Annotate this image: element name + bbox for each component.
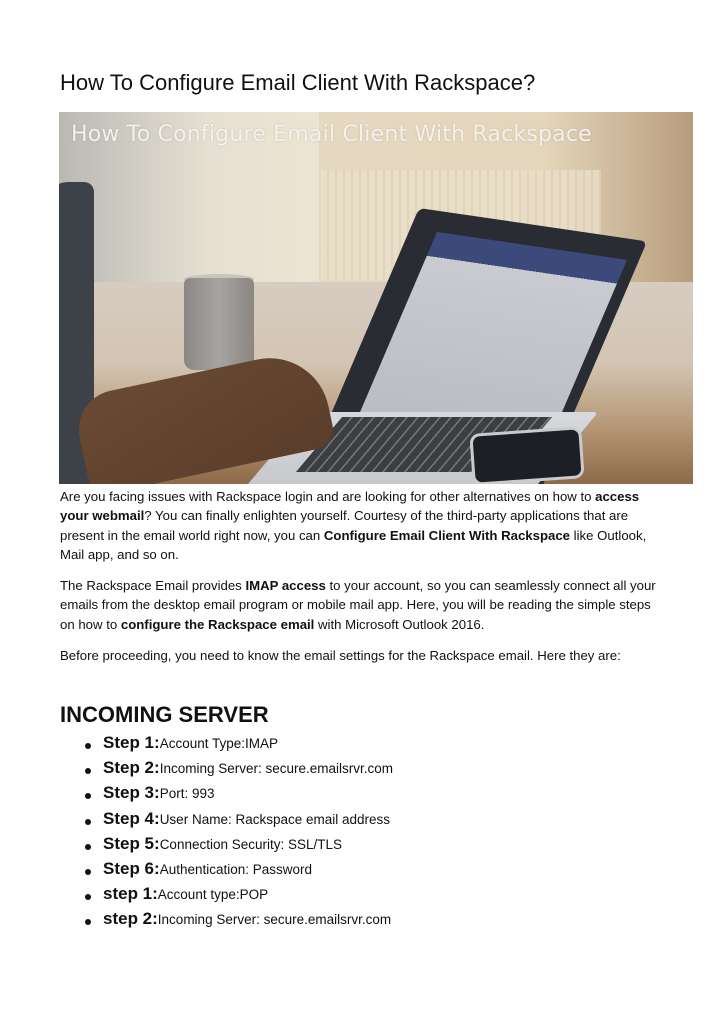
bullet-icon xyxy=(85,768,91,774)
intro-paragraph-3 xyxy=(60,646,660,665)
bullet-icon xyxy=(85,743,91,749)
bullet-icon xyxy=(85,919,91,925)
step-value: User Name: Rackspace email address xyxy=(159,811,391,827)
bullet-icon xyxy=(85,894,91,900)
smartphone xyxy=(469,426,584,484)
article-body xyxy=(60,487,660,677)
emphasis-configure-rackspace-email: configure the Rackspace email xyxy=(120,616,315,632)
step-item xyxy=(60,859,393,884)
step-value: Account type:POP xyxy=(157,887,269,903)
section-heading-incoming-server: INCOMING SERVER xyxy=(60,702,269,727)
step-item xyxy=(60,758,393,783)
text: ? You can finally enlighten yourself. Courtesy of the third-party applications that are present in the email world right now, you can xyxy=(60,508,629,543)
step-label: Step 4: xyxy=(103,808,160,828)
step-value: Connection Security: SSL/TLS xyxy=(159,836,343,852)
hero-overlay-title: How To Configure Email Client With Rackspace xyxy=(71,122,592,147)
hero-image xyxy=(59,112,693,484)
step-value: Port: 993 xyxy=(159,786,215,802)
bullet-icon xyxy=(85,793,91,799)
step-label: Step 1: xyxy=(103,733,160,752)
bullet-icon xyxy=(85,844,91,850)
step-item xyxy=(60,909,393,934)
text: with Microsoft Outlook 2016. xyxy=(314,616,485,632)
coffee-mug xyxy=(184,278,254,370)
step-item xyxy=(60,809,393,834)
page-title: How To Configure Email Client With Rackspace? xyxy=(60,70,536,95)
emphasis-configure-email-client: Configure Email Client With Rackspace xyxy=(323,527,571,543)
step-label: Step 2: xyxy=(103,758,160,778)
step-value: Incoming Server: secure.emailsrvr.com xyxy=(159,761,394,777)
step-value: Account Type:IMAP xyxy=(159,736,278,751)
text: The Rackspace Email provides xyxy=(60,578,246,594)
step-item xyxy=(60,733,393,758)
step-label: Step 6: xyxy=(103,858,160,878)
intro-paragraph-1 xyxy=(60,487,660,564)
step-value: Incoming Server: secure.emailsrvr.com xyxy=(157,912,392,928)
step-label: step 1: xyxy=(103,884,158,904)
bullet-icon xyxy=(85,869,91,875)
text: to your account, so you can seamlessly connect all your emails from the desktop email program or mobile mail app. Here, you will be reading the simple steps on how to xyxy=(60,578,656,632)
text: like Outlook, Mail app, and so on. xyxy=(60,527,647,562)
step-label: Step 5: xyxy=(103,833,160,853)
bullet-icon xyxy=(85,819,91,825)
intro-paragraph-2 xyxy=(60,576,660,634)
step-item xyxy=(60,783,393,808)
step-item xyxy=(60,834,393,859)
emphasis-access-webmail: access your webmail xyxy=(60,489,640,524)
text: Before proceeding, you need to know the email settings for the Rackspace email. Here they are: xyxy=(60,648,621,664)
step-label: Step 3: xyxy=(103,783,160,803)
emphasis-imap-access: IMAP access xyxy=(245,578,326,594)
text: Are you facing issues with Rackspace login and are looking for other alternatives on how to xyxy=(60,489,596,504)
step-value: Authentication: Password xyxy=(159,861,313,877)
incoming-server-steps xyxy=(60,733,393,935)
step-label: step 2: xyxy=(103,909,158,929)
step-item xyxy=(60,884,393,909)
